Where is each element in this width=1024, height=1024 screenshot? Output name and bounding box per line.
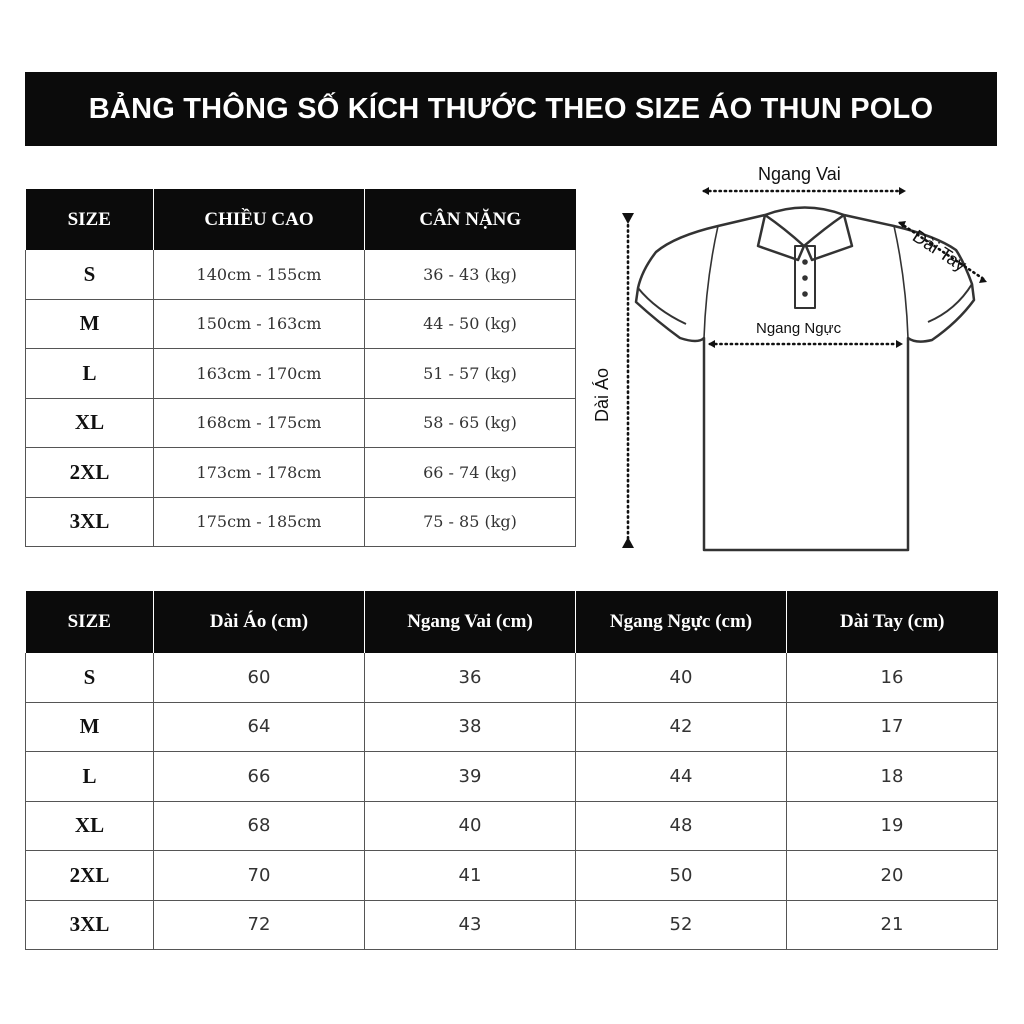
shoulder-width-cell: 43 — [365, 900, 576, 950]
sleeve-length-cell: 20 — [787, 851, 998, 901]
size-cell: XL — [26, 398, 154, 448]
chest-width-label: Ngang Ngực — [756, 320, 842, 337]
sleeve-length-cell: 19 — [787, 801, 998, 851]
shoulder-width-cell: 40 — [365, 801, 576, 851]
shirt-length-cell: 70 — [154, 851, 365, 901]
title-banner — [25, 72, 997, 146]
weight-cell: 44 - 50 (kg) — [365, 299, 576, 349]
sleeve-length-cell: 16 — [787, 653, 998, 702]
table-row — [26, 801, 998, 851]
chest-width-cell: 42 — [576, 702, 787, 752]
header-size: SIZE — [26, 591, 154, 653]
table-row — [26, 702, 998, 752]
table-row — [26, 448, 576, 498]
size-cell: 2XL — [26, 851, 154, 901]
chest-width-cell: 50 — [576, 851, 787, 901]
header-shirt-length: Dài Áo (cm) — [154, 591, 365, 653]
chest-width-cell: 44 — [576, 752, 787, 802]
table-header-row — [26, 591, 998, 653]
table-row — [26, 653, 998, 702]
size-cell: S — [26, 653, 154, 702]
height-cell: 168cm - 175cm — [154, 398, 365, 448]
shirt-length-cell: 64 — [154, 702, 365, 752]
height-cell: 175cm - 185cm — [154, 497, 365, 547]
size-cell: 3XL — [26, 497, 154, 547]
weight-cell: 36 - 43 (kg) — [365, 250, 576, 299]
size-measurement-table — [25, 591, 998, 950]
sleeve-length-cell: 17 — [787, 702, 998, 752]
shoulder-width-cell: 36 — [365, 653, 576, 702]
table-row — [26, 497, 576, 547]
size-cell: M — [26, 702, 154, 752]
header-sleeve-length: Dài Tay (cm) — [787, 591, 998, 653]
table-row — [26, 250, 576, 299]
table-row — [26, 900, 998, 950]
table-row — [26, 752, 998, 802]
table-header-row — [26, 189, 576, 250]
size-cell: L — [26, 752, 154, 802]
shoulder-width-label: Ngang Vai — [758, 164, 841, 184]
header-size: SIZE — [26, 189, 154, 250]
height-cell: 140cm - 155cm — [154, 250, 365, 299]
weight-cell: 66 - 74 (kg) — [365, 448, 576, 498]
shoulder-width-cell: 38 — [365, 702, 576, 752]
table-row — [26, 851, 998, 901]
size-cell: 2XL — [26, 448, 154, 498]
size-cell: L — [26, 349, 154, 399]
shirt-length-cell: 68 — [154, 801, 365, 851]
shirt-length-cell: 60 — [154, 653, 365, 702]
sleeve-length-cell: 21 — [787, 900, 998, 950]
shirt-length-label: Dài Áo — [592, 367, 612, 422]
height-cell: 150cm - 163cm — [154, 299, 365, 349]
polo-shirt-diagram — [590, 160, 1000, 560]
shoulder-width-cell: 41 — [365, 851, 576, 901]
shirt-length-cell: 66 — [154, 752, 365, 802]
size-cell: M — [26, 299, 154, 349]
shoulder-width-cell: 39 — [365, 752, 576, 802]
chest-width-cell: 52 — [576, 900, 787, 950]
height-cell: 163cm - 170cm — [154, 349, 365, 399]
chest-width-cell: 40 — [576, 653, 787, 702]
size-cell: S — [26, 250, 154, 299]
shirt-length-cell: 72 — [154, 900, 365, 950]
size-cell: 3XL — [26, 900, 154, 950]
height-cell: 173cm - 178cm — [154, 448, 365, 498]
chest-width-cell: 48 — [576, 801, 787, 851]
header-height: CHIỀU CAO — [154, 189, 365, 250]
weight-cell: 58 - 65 (kg) — [365, 398, 576, 448]
header-weight: CÂN NẶNG — [365, 189, 576, 250]
table-row — [26, 299, 576, 349]
header-shoulder-width: Ngang Vai (cm) — [365, 591, 576, 653]
table-row — [26, 398, 576, 448]
size-cell: XL — [26, 801, 154, 851]
weight-cell: 51 - 57 (kg) — [365, 349, 576, 399]
weight-cell: 75 - 85 (kg) — [365, 497, 576, 547]
polo-shirt-illustration — [590, 160, 1000, 560]
sleeve-length-label: Dài Tay — [909, 226, 971, 276]
header-chest-width: Ngang Ngực (cm) — [576, 591, 787, 653]
size-weight-table — [25, 189, 576, 547]
table-row — [26, 349, 576, 399]
sleeve-length-cell: 18 — [787, 752, 998, 802]
page-title: BẢNG THÔNG SỐ KÍCH THƯỚC THEO SIZE ÁO THUN POLO — [88, 92, 934, 125]
